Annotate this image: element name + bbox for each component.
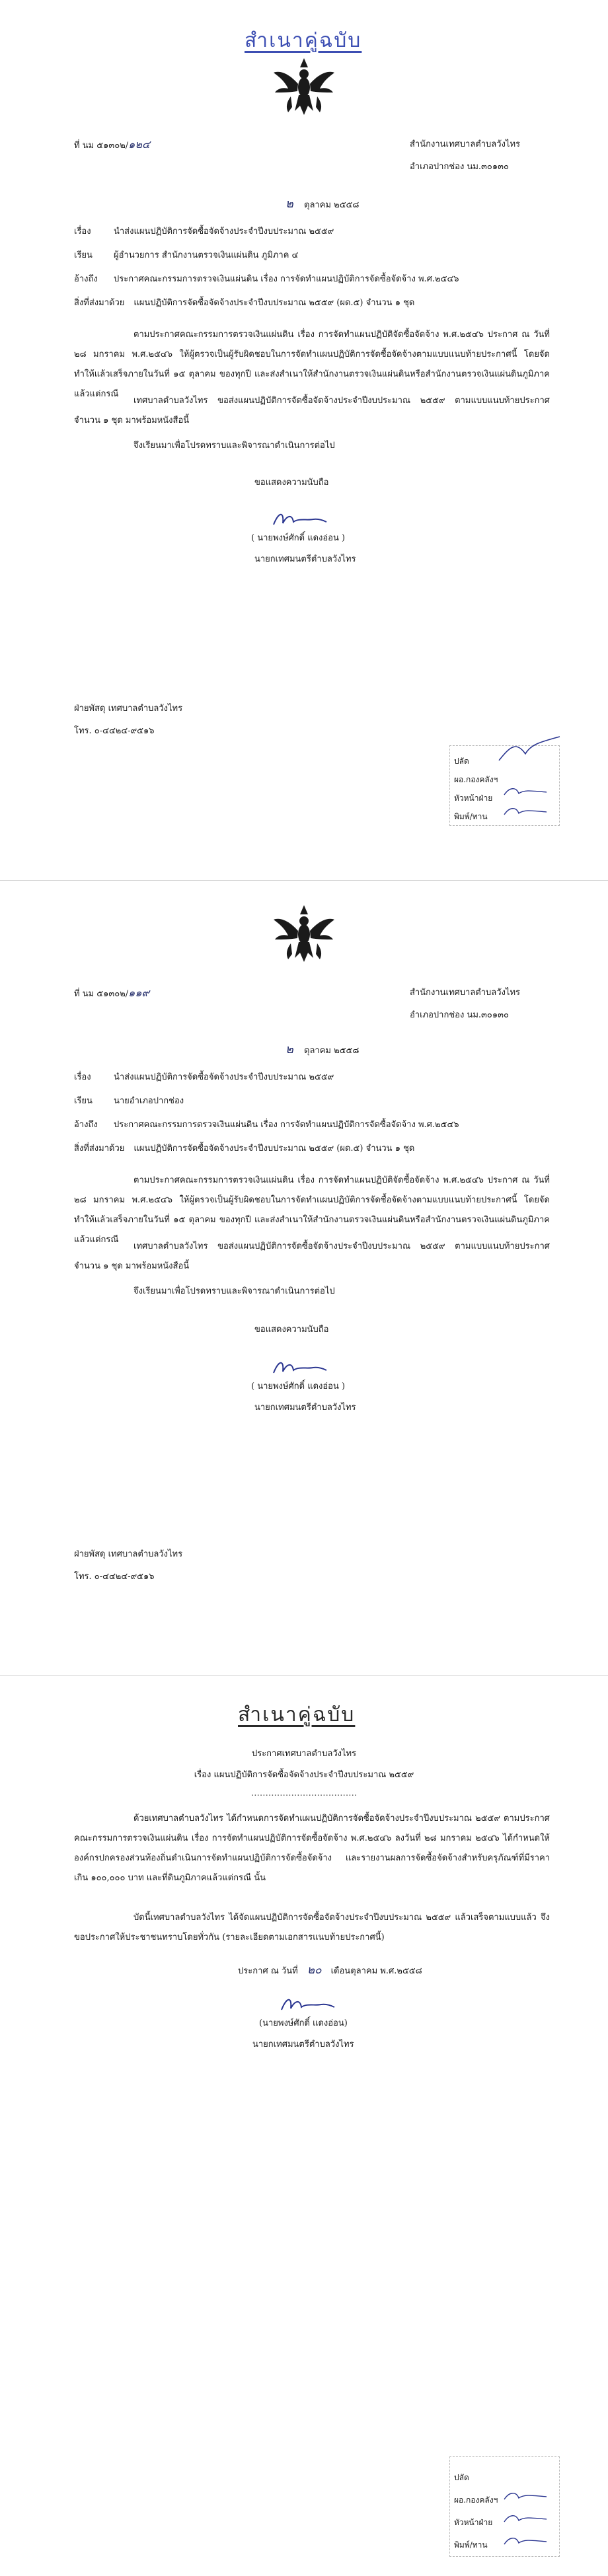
announcement-date: ประกาศ ณ วันที่ ๒๐ เดือนตุลาคม พ.ศ.๒๕๕๘ xyxy=(238,1964,422,1977)
signature-mark xyxy=(270,509,329,531)
body-paragraph-2: เทศบาลตำบลวังไทร ขอส่งแผนปฏิบัติการจัดซื้อจัดจ้างประจำปีงบประมาณ ๒๕๕๙ ตามแบบแนบท้ายประกาศ จำนวน ๑ ชุด มาพร้อมหนังสือนี้ xyxy=(74,1241,550,1271)
body-paragraph-1: ตามประกาศคณะกรรมการตรวจเงินแผ่นดิน เรื่อง การจัดทำแผนปฏิบัติจัดซื้อจัดจ้าง พ.ศ.๒๕๔๖ ประกาศ ณ วันที่ ๒๘ มกราคม พ.ศ.๒๕๔๖ ให้ผู้ตรวจเป็นผู้รับผิดชอบในการจัดทำแผนปฏิบัติการจัดซื้อจัดจ้างตามแบบแนบท้ายประกาศนี้ โดยจัดทำให้แล้วเสร็จภายในวันที่ ๑๕ ตุลาคม ของทุกปี และส่งสำเนาให้สำนักงานตรวจเงินแผ่นดินหรือสำนักงานตรวจเงินแผ่นดินภูมิภาคแล้วแต่กรณี xyxy=(74,330,550,399)
letter-page-1 xyxy=(0,0,608,879)
recipient-row: เรียน ผู้อำนวยการ สำนักงานตรวจเงินแผ่นดิน ภูมิภาค ๔ xyxy=(74,250,299,260)
announcement-page xyxy=(0,1677,608,2576)
signer-title: นายกเทศมนตรีตำบลวังไทร xyxy=(254,1403,356,1413)
handwritten-ref-number: ๑๒๔ xyxy=(128,138,150,151)
initial-scribble xyxy=(503,786,549,799)
telephone: โทร. ๐-๔๔๒๔-๙๕๑๖ xyxy=(74,1572,155,1582)
handwritten-day: ๒ xyxy=(285,197,293,211)
announcement-title: ประกาศเทศบาลตำบลวังไทร xyxy=(251,1749,357,1759)
closing-text: ขอแสดงความนับถือ xyxy=(254,1325,329,1335)
initial-scribble xyxy=(503,2490,549,2503)
approval-box xyxy=(449,2456,560,2557)
enclosure-row: สิ่งที่ส่งมาด้วย แผนปฏิบัติการจัดซื้อจัดจ้างประจำปีงบประมาณ ๒๕๕๙ (ผด.๕) จำนวน ๑ ชุด xyxy=(74,1144,415,1154)
closing-text: ขอแสดงความนับถือ xyxy=(254,478,329,488)
signer-name: ( นายพงษ์ศักดิ์ แดงอ่อน ) xyxy=(251,1381,346,1391)
subject-row: เรื่อง นำส่งแผนปฏิบัติการจัดซื้อจัดจ้างประจำปีงบประมาณ ๒๕๕๙ xyxy=(74,1072,334,1082)
announcement-subject: เรื่อง แผนปฏิบัติการจัดซื้อจัดจ้างประจำปีงบประมาณ ๒๕๕๙ xyxy=(194,1770,414,1780)
garuda-emblem-icon xyxy=(271,901,337,967)
handwritten-day: ๒๐ xyxy=(307,1964,322,1977)
subject-row: เรื่อง นำส่งแผนปฏิบัติการจัดซื้อจัดจ้างประจำปีงบประมาณ ๒๕๕๙ xyxy=(74,227,334,237)
sender-address: อำเภอปากช่อง นม.๓๐๑๓๐ xyxy=(410,1010,509,1020)
initial-scribble xyxy=(496,734,562,774)
approval-line: หัวหน้าฝ่าย xyxy=(454,793,493,803)
approval-line: ปลัด xyxy=(454,756,469,766)
signature-mark xyxy=(278,1994,337,2016)
announcement-paragraph-1: ด้วยเทศบาลตำบลวังไทร ได้กำหนดการจัดทำแผนปฏิบัติการจัดซื้อจัดจ้างประจำปีงบประมาณ ๒๕๕๙ ตามประกาศคณะกรรมการตรวจเงินแผ่นดิน เรื่อง การจัดทำแผนปฏิบัติการจัดซื้อจัดจ้าง พ.ศ.๒๕๔๖ ลงวันที่ ๒๘ มกราคม ๒๕๔๖ ได้กำหนดให้องค์กรปกครองส่วนท้องถิ่นดำเนินการจัดทำแผนปฏิบัติการจัดซื้อจัดจ้าง และรายงานผลการจัดซื้อจัดจ้างสำหรับครุภัณฑ์ที่มีราคาเกิน ๑๐๐,๐๐๐ บาท และที่ดินภูมิภาคแล้วแต่กรณี นั้น xyxy=(74,1814,550,1883)
handwritten-ref-number: ๑๑๙ xyxy=(128,986,150,999)
initial-scribble xyxy=(503,2535,549,2548)
title-separator: ………………………………. xyxy=(250,1788,358,1798)
enclosure-row: สิ่งที่ส่งมาด้วย แผนปฏิบัติการจัดซื้อจัดจ้างประจำปีงบประมาณ ๒๕๕๙ (ผด.๕) จำนวน ๑ ชุด xyxy=(74,298,415,308)
reference-number: ที่ นม ๕๑๓๐๒/๑๒๔ xyxy=(74,138,150,151)
sender-org: สำนักงานเทศบาลตำบลวังไทร xyxy=(410,139,521,149)
body-paragraph-2: เทศบาลตำบลวังไทร ขอส่งแผนปฏิบัติการจัดซื้อจัดจ้างประจำปีงบประมาณ ๒๕๕๙ ตามแบบแนบท้ายประกาศ จำนวน ๑ ชุด มาพร้อมหนังสือนี้ xyxy=(74,396,550,425)
initial-scribble xyxy=(503,805,549,819)
approval-line: พิมพ์/ทาน xyxy=(454,812,488,821)
approval-line: พิมพ์/ทาน xyxy=(454,2540,488,2550)
recipient-row: เรียน นายอำเภอปากช่อง xyxy=(74,1096,184,1106)
reference-row: อ้างถึง ประกาศคณะกรรมการตรวจเงินแผ่นดิน เรื่อง การจัดทำแผนปฏิบัติการจัดซื้อจัดจ้าง พ.ศ.๒๕๔๖ xyxy=(74,274,459,284)
approval-line: หัวหน้าฝ่าย xyxy=(454,2518,493,2527)
reference-row: อ้างถึง ประกาศคณะกรรมการตรวจเงินแผ่นดิน เรื่อง การจัดทำแผนปฏิบัติการจัดซื้อจัดจ้าง พ.ศ.๒๕๔๖ xyxy=(74,1120,459,1130)
letter-date: ๒ ตุลาคม ๒๕๕๘ xyxy=(285,1043,360,1056)
department: ฝ่ายพัสดุ เทศบาลตำบลวังไทร xyxy=(74,1549,183,1559)
telephone: โทร. ๐-๔๔๒๔-๙๕๑๖ xyxy=(74,726,155,736)
garuda-emblem-icon xyxy=(271,54,337,120)
letter-page-2 xyxy=(0,881,608,1674)
copy-stamp: สำเนาคู่ฉบับ xyxy=(238,1703,356,1726)
sender-org: สำนักงานเทศบาลตำบลวังไทร xyxy=(410,988,521,998)
signer-name: (นายพงษ์ศักดิ์ แดงอ่อน) xyxy=(259,2018,348,2028)
letter-date: ๒ ตุลาคม ๒๕๕๘ xyxy=(285,197,360,211)
approval-box xyxy=(449,745,560,826)
body-paragraph-3: จึงเรียนมาเพื่อโปรดทราบและพิจารณาดำเนินการต่อไป xyxy=(133,1286,335,1296)
signer-title: นายกเทศมนตรีตำบลวังไทร xyxy=(252,2040,354,2049)
initial-scribble xyxy=(503,2513,549,2526)
handwritten-day: ๒ xyxy=(285,1043,293,1056)
approval-line: ผอ.กองคลังฯ xyxy=(454,775,498,784)
approval-line: ผอ.กองคลังฯ xyxy=(454,2495,498,2505)
signer-title: นายกเทศมนตรีตำบลวังไทร xyxy=(254,554,356,564)
reference-number: ที่ นม ๕๑๓๐๒/๑๑๙ xyxy=(74,986,150,999)
signature-mark xyxy=(270,1357,329,1380)
body-paragraph-3: จึงเรียนมาเพื่อโปรดทราบและพิจารณาดำเนินการต่อไป xyxy=(133,441,335,451)
page-divider xyxy=(0,1675,608,1676)
signer-name: ( นายพงษ์ศักดิ์ แดงอ่อน ) xyxy=(251,533,346,543)
page-divider xyxy=(0,880,608,881)
approval-line: ปลัด xyxy=(454,2473,469,2482)
announcement-paragraph-2: บัดนี้เทศบาลตำบลวังไทร ได้จัดแผนปฏิบัติการจัดซื้อจัดจ้างประจำปีงบประมาณ ๒๕๕๙ แล้วเสร็จตามแบบแล้ว จึงขอประกาศให้ประชาชนทราบโดยทั่วกัน (รายละเอียดตามเอกสารแนบท้ายประกาศนี้) xyxy=(74,1913,550,1942)
copy-stamp: สำเนาคู่ฉบับ xyxy=(245,29,362,52)
body-paragraph-1: ตามประกาศคณะกรรมการตรวจเงินแผ่นดิน เรื่อง การจัดทำแผนปฏิบัติจัดซื้อจัดจ้าง พ.ศ.๒๕๔๖ ประกาศ ณ วันที่ ๒๘ มกราคม พ.ศ.๒๕๔๖ ให้ผู้ตรวจเป็นผู้รับผิดชอบในการจัดทำแผนปฏิบัติการจัดซื้อจัดจ้างตามแบบแนบท้ายประกาศนี้ โดยจัดทำให้แล้วเสร็จภายในวันที่ ๑๕ ตุลาคม ของทุกปี และส่งสำเนาให้สำนักงานตรวจเงินแผ่นดินหรือสำนักงานตรวจเงินแผ่นดินภูมิภาคแล้วแต่กรณี xyxy=(74,1175,550,1245)
department: ฝ่ายพัสดุ เทศบาลตำบลวังไทร xyxy=(74,704,183,714)
sender-address: อำเภอปากช่อง นม.๓๐๑๓๐ xyxy=(410,162,509,172)
